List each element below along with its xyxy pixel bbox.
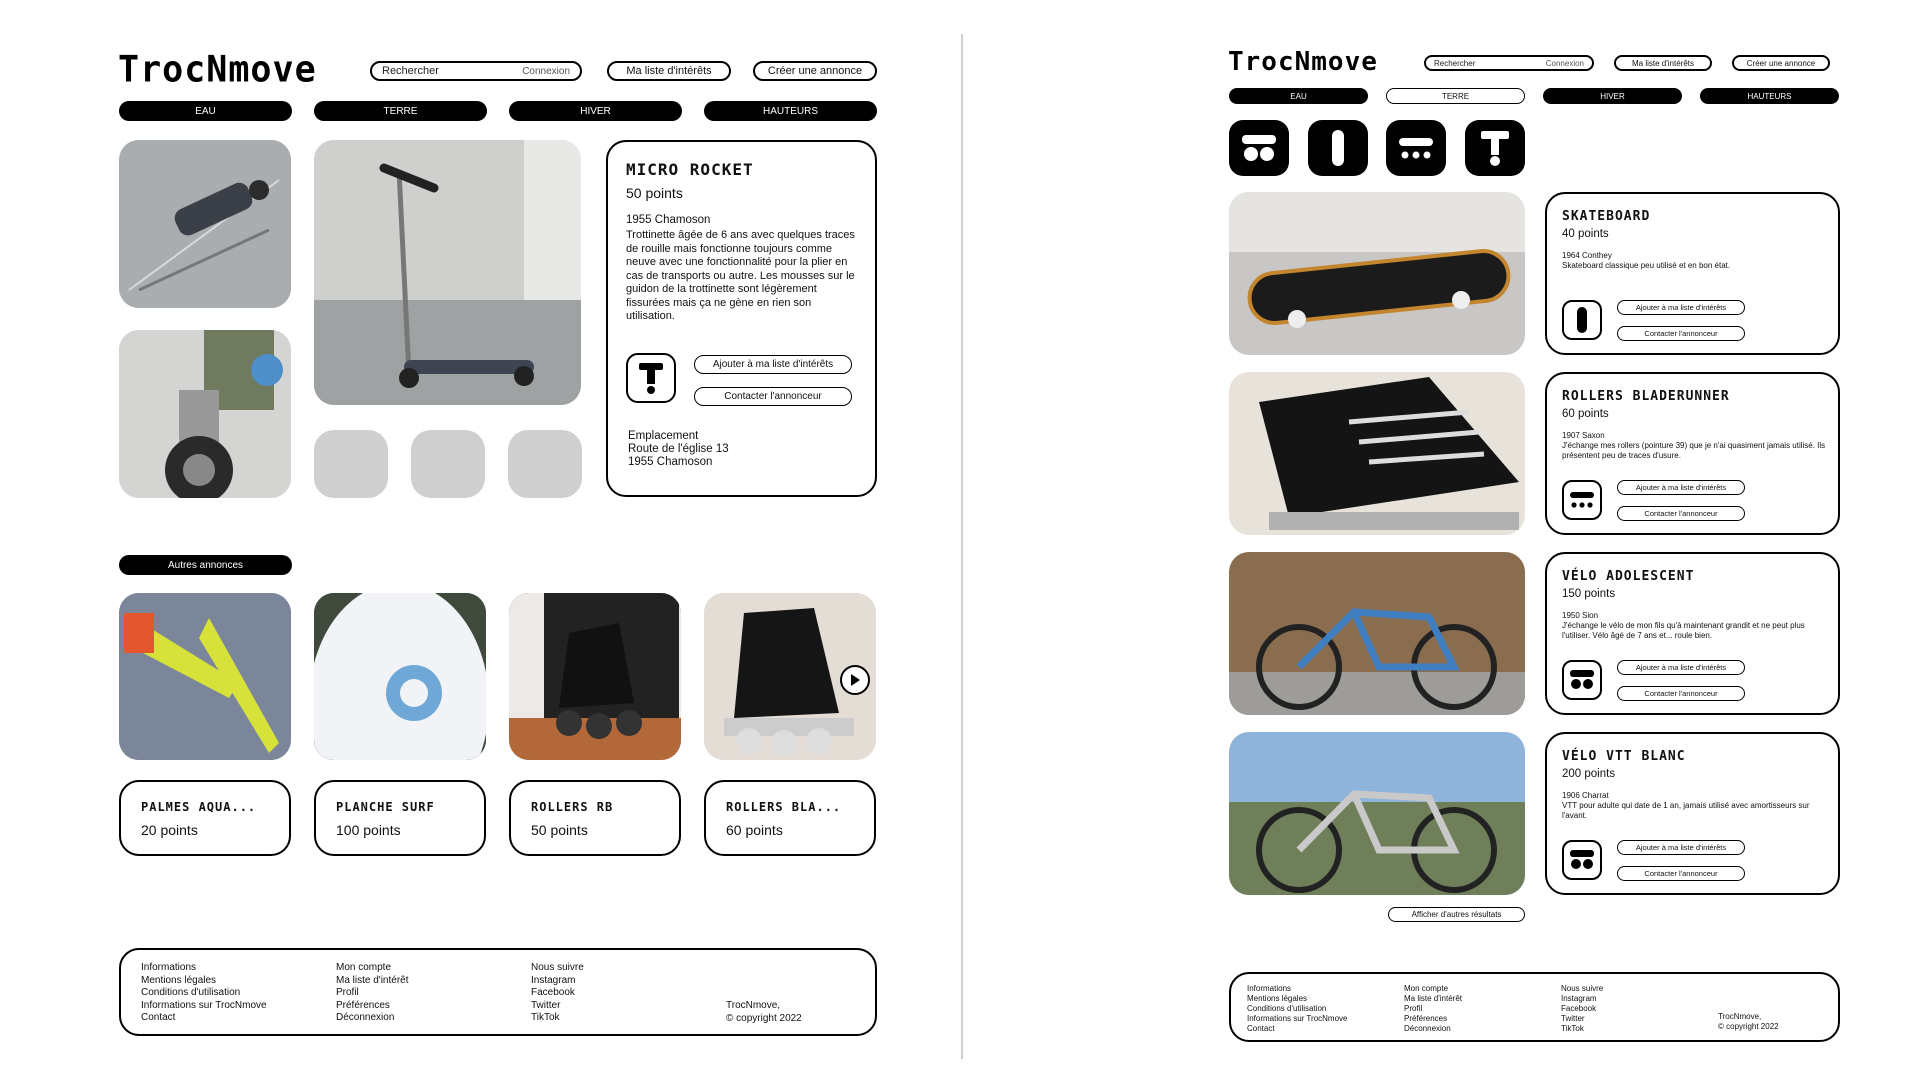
surfboard-image [314, 593, 486, 760]
footer [119, 948, 877, 1036]
add-to-interest-button[interactable]: Ajouter à ma liste d'intérêts [1617, 660, 1745, 675]
other-ad-card[interactable] [704, 780, 876, 856]
footer-link[interactable]: Mentions légales [1247, 994, 1308, 1003]
other-ad-photo-planche[interactable] [314, 593, 486, 760]
scooter-wheel-image [119, 330, 291, 498]
listing-photo-rollers[interactable] [1229, 372, 1525, 535]
footer-link[interactable]: Mon compte [336, 962, 392, 973]
other-ad-points: 100 points [336, 822, 401, 838]
other-ads-label: Autres annonces [119, 555, 292, 575]
contact-advertiser-button[interactable]: Contacter l'annonceur [1617, 686, 1745, 701]
footer-copyright-text: © copyright 2022 [726, 1012, 802, 1024]
footer-copyright-text: © copyright 2022 [1718, 1022, 1779, 1031]
contact-advertiser-button[interactable]: Contacter l'annonceur [1617, 326, 1745, 341]
footer-link[interactable]: Mon compte [1404, 984, 1449, 993]
listing-title: ROLLERS BLADERUNNER [1562, 389, 1730, 404]
detail-points: 50 points [626, 185, 683, 201]
footer-link[interactable]: Nous suivre [1561, 984, 1604, 993]
listing-description: Skateboard classique peu utilisé et en bon état. [1562, 261, 1731, 270]
inline-skates-image [1229, 372, 1525, 535]
footer-link[interactable]: Déconnexion [1404, 1024, 1451, 1033]
contact-advertiser-button[interactable]: Contacter l'annonceur [1617, 866, 1745, 881]
footer-link[interactable]: Préférences [1404, 1014, 1448, 1023]
listing-location: 1907 Saxon [1562, 431, 1605, 440]
footer-copyright [726, 1000, 802, 1025]
page-divider [961, 34, 963, 1059]
listing-photo-vtt[interactable] [1229, 732, 1525, 895]
listing-photo-velo-ado[interactable] [1229, 552, 1525, 715]
footer-link[interactable]: TikTok [531, 1012, 560, 1023]
detail-description: Trottinette âgée de 6 ans avec quelques traces de rouille mais fonctionne toujours comme neuve avec une fonctionnalité pour la plier en cas de transports ou autre. Les mousses sur le guidon de la trottinette sont légèrement fissurées mais ça ne gène en rien son utilisation. [626, 229, 855, 322]
category-hiver[interactable]: HIVER [509, 101, 682, 121]
listing-location: 1964 Conthey [1562, 251, 1612, 260]
category-terre[interactable]: TERRE [314, 101, 487, 121]
skateboard-image [1229, 192, 1525, 355]
add-to-interest-button[interactable]: Ajouter à ma liste d'intérêts [694, 355, 852, 374]
search-placeholder: Rechercher [1434, 58, 1476, 68]
next-arrow-button[interactable] [840, 665, 870, 695]
listing-card[interactable] [1545, 192, 1840, 355]
footer-link[interactable]: Nous suivre [531, 962, 584, 973]
footer-link[interactable]: Facebook [1561, 1004, 1597, 1013]
hauteurs-icon [626, 353, 676, 403]
footer-link[interactable]: Mentions légales [141, 974, 217, 986]
footer-brand: TrocNmove, [1718, 1012, 1762, 1021]
category-terre[interactable]: TERRE [1386, 88, 1525, 104]
other-ad-points: 60 points [726, 822, 783, 838]
listing-photo-skateboard[interactable] [1229, 192, 1525, 355]
footer-link[interactable]: Préférences [336, 999, 390, 1011]
search-input[interactable] [1424, 55, 1594, 71]
water-icon[interactable] [1229, 120, 1289, 176]
other-ad-points: 50 points [531, 822, 588, 838]
footer-link[interactable]: Profil [1404, 1004, 1423, 1013]
other-ad-title: ROLLERS BLA... [726, 800, 842, 814]
listing-points: 150 points [1562, 588, 1616, 600]
footer-link[interactable]: Déconnexion [336, 1012, 395, 1023]
footer-link[interactable]: TikTok [1561, 1024, 1584, 1033]
category-hauteurs[interactable]: HAUTEURS [704, 101, 877, 121]
interest-list-button[interactable]: Ma liste d'intérêts [1614, 55, 1712, 71]
other-ad-photo-rollers-rb[interactable] [509, 593, 681, 760]
search-placeholder: Rechercher [382, 65, 439, 77]
connexion-link[interactable]: Connexion [1545, 58, 1584, 68]
terre-icon[interactable] [1308, 120, 1368, 176]
footer-link[interactable]: Profil [336, 987, 359, 998]
footer-col-account [336, 962, 409, 1025]
thumbnail-placeholder[interactable] [508, 430, 582, 498]
main-photo-scooter[interactable] [314, 140, 581, 405]
category-eau[interactable]: EAU [1229, 88, 1368, 104]
footer-copyright [1718, 1012, 1779, 1032]
listing-description: J'échange mes rollers (pointure 39) que je n'ai quasiment jamais utilisé. Ils présentent peu de traces d'usure. [1562, 441, 1826, 460]
show-more-results-button[interactable]: Afficher d'autres résultats [1388, 907, 1525, 922]
footer-link[interactable]: Ma liste d'intérêt [1404, 994, 1462, 1003]
other-ad-title: PLANCHE SURF [336, 800, 435, 814]
listing-title: VÉLO ADOLESCENT [1562, 569, 1695, 584]
footer-link[interactable]: Contact [141, 1012, 176, 1023]
emplacement-title: Emplacement [628, 430, 699, 442]
emplacement-line1: Route de l'église 13 [628, 443, 729, 455]
footer-link[interactable]: Conditions d'utilisation [1247, 1004, 1327, 1013]
footer-link[interactable]: Informations [1247, 984, 1292, 993]
footer-col-social [531, 962, 584, 1025]
listing-card[interactable] [1545, 732, 1840, 895]
hiver-icon[interactable] [1386, 120, 1446, 176]
footer [1229, 972, 1840, 1042]
thumbnail-scooter-wheel[interactable] [119, 330, 291, 498]
thumbnail-scooter-deck[interactable] [119, 140, 291, 308]
other-ad-points: 20 points [141, 822, 198, 838]
listing-card[interactable] [1545, 552, 1840, 715]
category-hauteurs[interactable]: HAUTEURS [1700, 88, 1839, 104]
footer-link[interactable]: Twitter [1561, 1014, 1585, 1023]
footer-link[interactable]: Facebook [531, 987, 575, 998]
play-icon [849, 673, 861, 687]
listing-card[interactable] [1545, 372, 1840, 535]
footer-col-informations [1247, 984, 1347, 1034]
footer-link[interactable]: Informations [141, 962, 197, 973]
category-hiver[interactable]: HIVER [1543, 88, 1682, 104]
water-icon [1562, 660, 1602, 700]
footer-link[interactable]: Conditions d'utilisation [141, 987, 241, 998]
logo[interactable]: TrocNmove [118, 49, 317, 91]
footer-link[interactable]: Informations sur TrocNmove [141, 999, 267, 1011]
footer-col-account [1404, 984, 1462, 1034]
footer-col-informations [141, 962, 267, 1025]
emplacement-block [628, 430, 729, 469]
add-to-interest-button[interactable]: Ajouter à ma liste d'intérêts [1617, 480, 1745, 495]
listing-title: SKATEBOARD [1562, 209, 1651, 224]
bicycle-image [1229, 732, 1525, 895]
footer-link[interactable]: Twitter [531, 999, 561, 1011]
terre-icon [1562, 300, 1602, 340]
inline-skates-image [509, 593, 681, 760]
listing-description: VTT pour adulte qui date de 1 an, jamais utilisé avec amortisseurs sur l'avant. [1562, 801, 1810, 820]
footer-link[interactable]: Instagram [531, 974, 576, 986]
create-ad-button[interactable]: Créer une annonce [753, 61, 877, 81]
listing-points: 200 points [1562, 768, 1616, 780]
detail-title: MICRO ROCKET [626, 160, 754, 179]
emplacement-line2: 1955 Chamoson [628, 456, 713, 468]
listing-description: J'échange le vélo de mon fils qu'à maintenant grandit et ne peut plus l'utiliser. Vélo âgé de 7 ans et... roule bien. [1562, 621, 1805, 640]
contact-advertiser-button[interactable]: Contacter l'annonceur [694, 387, 852, 406]
scooter-deck-image [119, 140, 291, 308]
other-ad-photo-palmes[interactable] [119, 593, 291, 760]
other-ad-title: ROLLERS RB [531, 800, 614, 814]
other-ad-card[interactable] [314, 780, 486, 856]
listing-points: 40 points [1562, 228, 1609, 240]
footer-link[interactable]: Informations sur TrocNmove [1247, 1014, 1348, 1023]
water-icon [1562, 840, 1602, 880]
other-ad-title: PALMES AQUA... [141, 800, 257, 814]
hiver-icon [1562, 480, 1602, 520]
hauteurs-icon[interactable] [1465, 120, 1525, 176]
listing-location: 1906 Charrat [1562, 791, 1609, 800]
listing-points: 60 points [1562, 408, 1609, 420]
other-ad-card[interactable] [119, 780, 291, 856]
footer-link[interactable]: Ma liste d'intérêt [336, 974, 409, 986]
listing-title: VÉLO VTT BLANC [1562, 749, 1686, 764]
detail-location: 1955 Chamoson [626, 214, 711, 226]
thumbnail-placeholder[interactable] [411, 430, 485, 498]
connexion-link[interactable]: Connexion [522, 65, 570, 77]
footer-link[interactable]: Instagram [1561, 994, 1597, 1003]
detail-card [606, 140, 877, 497]
other-ad-photo-rollers-bla[interactable] [704, 593, 876, 760]
other-ad-card[interactable] [509, 780, 681, 856]
add-to-interest-button[interactable]: Ajouter à ma liste d'intérêts [1617, 840, 1745, 855]
contact-advertiser-button[interactable]: Contacter l'annonceur [1617, 506, 1745, 521]
create-ad-button[interactable]: Créer une annonce [1732, 55, 1830, 71]
footer-col-social [1561, 984, 1603, 1034]
search-input[interactable] [370, 61, 582, 81]
interest-list-button[interactable]: Ma liste d'intérêts [607, 61, 731, 81]
fins-image [119, 593, 291, 760]
thumbnail-placeholder[interactable] [314, 430, 388, 498]
scooter-main-image [314, 140, 581, 405]
bicycle-image [1229, 552, 1525, 715]
listing-location: 1950 Sion [1562, 611, 1599, 620]
add-to-interest-button[interactable]: Ajouter à ma liste d'intérêts [1617, 300, 1745, 315]
footer-link[interactable]: Contact [1247, 1024, 1275, 1033]
category-eau[interactable]: EAU [119, 101, 292, 121]
footer-brand: TrocNmove, [726, 1000, 781, 1011]
logo[interactable]: TrocNmove [1228, 47, 1378, 77]
